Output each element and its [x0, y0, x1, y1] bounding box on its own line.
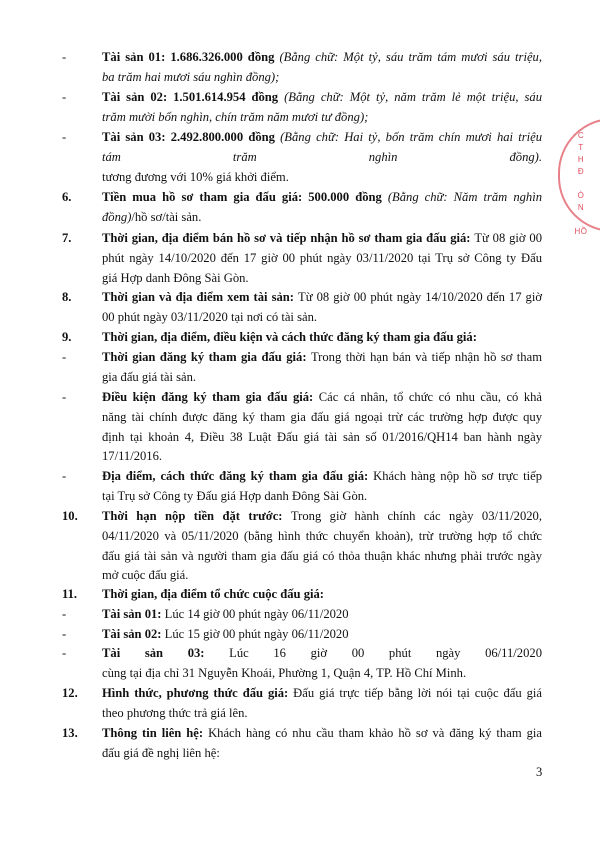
text-line: Thời gian, địa điểm tổ chức cuộc đấu giá:	[102, 587, 324, 601]
text-line: Tiền mua hồ sơ tham gia đấu giá: 500.000 đồng (Bằng chữ: Năm trăm nghìn	[102, 190, 543, 204]
section-number: 7.	[62, 231, 72, 245]
bullet-marker: -	[62, 627, 67, 641]
text-line: Thời gian đăng ký tham gia đấu giá: Trong thời hạn bán và tiếp nhận hồ sơ tham	[102, 350, 542, 364]
text-line: Thời gian, địa điểm bán hồ sơ và tiếp nhận hồ sơ tham gia đấu giá: Từ 08 giờ 00	[102, 231, 542, 245]
text-line: đấu giá tài sản và người tham gia đấu giá có thỏa thuận khác nhưng phải trước ngày	[102, 548, 542, 563]
text-line: theo phương thức trả giá lên.	[102, 705, 248, 720]
text-line: Thời gian và địa điểm xem tài sản: Từ 08 giờ 00 phút ngày 14/10/2020 đến 17 giờ	[102, 290, 542, 304]
text-line: tám trăm nghìn đồng).	[102, 149, 542, 164]
text-line: Tài sản 01: 1.686.326.000 đồng (Bằng chữ: Một tỷ, sáu trăm tám mươi sáu triệu,	[102, 50, 542, 64]
text-line: trăm mười bốn nghìn, chín trăm năm mươi tư đồng);	[102, 109, 369, 124]
text-line: 17/11/2016.	[102, 449, 163, 464]
text-line: năng tài chính được đăng ký tham gia đấu giá ngoại trừ các trường hợp được quy	[102, 409, 542, 424]
text-line: gia đấu giá tài sản.	[102, 369, 197, 384]
text-line: đấu giá đề nghị liên hệ:	[102, 745, 220, 760]
text-line: Điều kiện đăng ký tham gia đấu giá: Các cá nhân, tổ chức có nhu cầu, có khả	[102, 390, 543, 404]
text-line: cùng tại địa chỉ 31 Nguyễn Khoái, Phường 1, Quận 4, TP. Hồ Chí Minh.	[102, 665, 467, 680]
page-number: 3	[536, 765, 543, 779]
bullet-marker: -	[62, 350, 67, 364]
text-line: tương đương với 10% giá khởi điểm.	[102, 169, 289, 184]
section-number: 10.	[62, 509, 78, 523]
text-line: giá Hợp danh Đông Sài Gòn.	[102, 270, 249, 285]
bullet-marker: -	[62, 469, 67, 483]
section-number: 12.	[62, 686, 78, 700]
text-line: Thời hạn nộp tiền đặt trước: Trong giờ hành chính các ngày 03/11/2020,	[102, 509, 542, 523]
text-line: tại Trụ sở Công ty Đấu giá Hợp danh Đông Sài Gòn.	[102, 488, 368, 503]
text-line: ba trăm hai mươi sáu nghìn đồng);	[102, 69, 280, 84]
bullet-marker: -	[62, 90, 67, 104]
text-line: Tài sản 03: Lúc 16 giờ 00 phút ngày 06/11/2020	[102, 646, 542, 660]
text-line: Địa điểm, cách thức đăng ký tham gia đấu giá: Khách hàng nộp hồ sơ trực tiếp	[102, 469, 542, 483]
bullet-marker: -	[62, 607, 67, 621]
text-line: định tại khoản 4, Điều 38 Luật Đấu giá tài sản số 01/2016/QH14 ban hành ngày	[102, 429, 542, 444]
section-number: 9.	[62, 330, 72, 344]
text-line: Tài sản 02: Lúc 15 giờ 00 phút ngày 06/11/2020	[102, 627, 349, 641]
bullet-marker: -	[62, 130, 67, 144]
text-line: Thông tin liên hệ: Khách hàng có nhu cầu tham khảo hồ sơ và đăng ký tham gia	[102, 726, 542, 740]
text-line: 04/11/2020 và 05/11/2020 (bằng hình thức chuyển khoản), trừ trường hợp tổ chức	[102, 528, 542, 543]
section-number: 11.	[62, 587, 78, 601]
bullet-marker: -	[62, 646, 67, 660]
text-line: Tài sản 03: 2.492.800.000 đồng (Bằng chữ: Hai tỷ, bốn trăm chín mươi hai triệu	[102, 130, 542, 144]
text-line: đồng)/hồ sơ/tài sản.	[102, 209, 202, 224]
text-line: 00 phút ngày 03/11/2020 tại nơi có tài sản.	[102, 309, 318, 324]
text-line: mở cuộc đấu giá.	[102, 568, 189, 583]
text-line: phút ngày 14/10/2020 đến 17 giờ 00 phút ngày 03/11/2020 tại Trụ sở Công ty Đấu	[102, 250, 542, 265]
bullet-marker: -	[62, 390, 67, 404]
section-number: 8.	[62, 290, 72, 304]
text-line: Tài sản 02: 1.501.614.954 đồng (Bằng chữ: Một tỷ, năm trăm lẻ một triệu, sáu	[102, 90, 542, 104]
text-line: Thời gian, địa điểm, điều kiện và cách thức đăng ký tham gia đấu giá:	[102, 330, 477, 344]
bullet-marker: -	[62, 50, 67, 64]
section-number: 6.	[62, 190, 72, 204]
seal-text: C T H Đ Ò N HỒ	[574, 131, 588, 236]
text-line: Tài sản 01: Lúc 14 giờ 00 phút ngày 06/11/2020	[102, 607, 349, 621]
section-number: 13.	[62, 726, 78, 740]
text-line: Hình thức, phương thức đấu giá: Đấu giá trực tiếp bằng lời nói tại cuộc đấu giá	[102, 686, 542, 700]
